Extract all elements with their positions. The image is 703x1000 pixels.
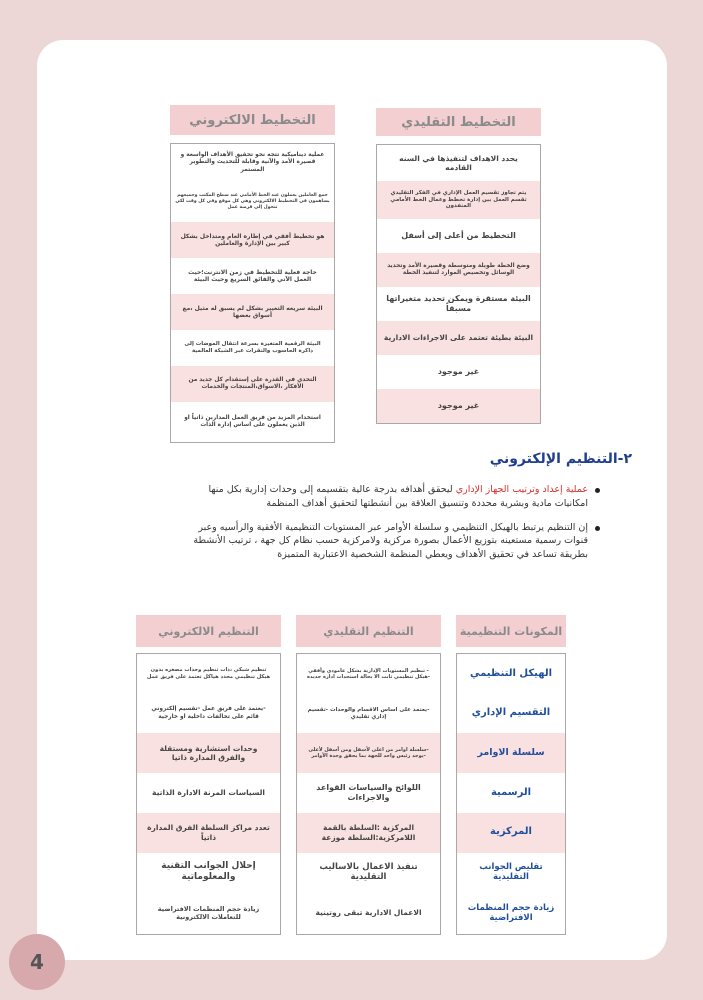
- table-cell: التخطيط من أعلى إلى أسفل: [401, 231, 516, 240]
- table-cell: غير موجود: [437, 367, 480, 376]
- table-cell: زيادة حجم المنظمات الافتراضية للتعاملات الالكترونية: [157, 905, 260, 922]
- table-cell: استخدام المزيد من فريق العمل المداربن ذاتياً او الذين يعملون على اساس إدارة الذات: [184, 414, 321, 428]
- table-cell: البيئة سريعه التغيير بشكل لم يسبق له مثيل ،مع أسواق بعضها: [171, 294, 334, 330]
- table-cell: البيئة الرقمية المتغيرة بسرعة انتقال الموضات إلى ذاكرة الحاسوب والنقرات عبر الشبكة العالمية: [184, 341, 321, 354]
- bullet-item: [190, 521, 600, 562]
- table-cell: المركزية: [457, 813, 565, 853]
- page-number: 4: [9, 934, 65, 990]
- components-header: المكونات التنظيمية: [456, 615, 566, 647]
- table-cell: جمع العاملين يعملون عند الخط الأمامي عند سطح المكتب وجميعهم يساهمون في التخطيط الالكتروني وهي كل موقع وفي كل وقت لكي تتحول إلى فرصة عمل: [175, 193, 330, 210]
- table-cell: زيادة حجم المنظمات الافتراضية: [467, 902, 555, 924]
- table-cell: السياسات المرنة الادارة الذاتية: [152, 788, 265, 798]
- table-cell: حاجة فعلية للتخطيط في زمن الانترنت؛حيث العمل الآني والفائق السريع وحيث البيئة: [188, 268, 317, 283]
- table-cell: وضع الخطة طويلة ومتوسطة وقصيرة الأمد وتحديد الوسائل وتخصيص الموارد لتنفيذ الخطة: [377, 253, 540, 287]
- traditional-organization-table: [296, 615, 441, 935]
- table-cell: التقسيم الإداري: [471, 707, 551, 719]
- table-cell: المركزية :السلطة بالقمة اللامركزية:السلطة موزعة: [297, 813, 440, 853]
- table-cell: إحلال الجوانب التقنية والمعلوماتية: [161, 861, 256, 883]
- table-cell: التحدي في القدرة على إستقدام كل جديد من الأفكار ،الاسواق،المنتجات والخدمات: [171, 366, 334, 402]
- traditional-planning-header: التخطيط التقليدي: [376, 108, 541, 136]
- table-cell: -سلسلة اوامر من اعلى لأسفل ومن أسفل لأعلى -يوجد رئيس واحد للجهة بما يحقق وحدة الأوامر: [297, 733, 440, 773]
- highlighted-term: عملية إعداد وترتيب الجهاز الإداري: [455, 484, 588, 495]
- table-cell: -يعتمد على فريق عمل -تقسيم إلكتروني قائم على تحالفات داخلية او خارجية: [151, 706, 266, 720]
- table-cell: سلسلة الاوامر: [457, 733, 565, 773]
- components-table: [456, 615, 566, 935]
- table-cell: هو تخطيط أفقي في إطاره العام ومتداخل بشكل كبير بين الإدارة والعاملين: [171, 222, 334, 258]
- traditional-planning-table: [376, 108, 541, 424]
- table-cell: البيئة بطيئة تعتمد على الاجراءات الادارية: [377, 321, 540, 355]
- table-cell: عملية ديناميكية تتجه نحو تحقيق الأهداف الواسعة و قصيرة الأمد والآنية وقابلة للتحديث والتطوير المستمر: [180, 152, 325, 173]
- table-cell: -يعتمد على اساس الاقسام والوحدات -تقسيم إداري تقليدي: [307, 706, 430, 720]
- table-cell: وحدات استشارية ومستقلة والفرق المدارة ذاتيا: [137, 733, 280, 773]
- table-cell: الرسمية: [490, 786, 532, 798]
- table-cell: اللوائح والسياسات القواعد والاجراءات: [316, 783, 421, 803]
- table-cell: يتم تجاوز تقسيم العمل الإداري في الفكر التقليدي تقسم العمل بين إدارة تخطط وعمال الخط الأمامي المنفذون: [377, 181, 540, 219]
- section-title: ٢-التنظيم الإلكتروني: [489, 451, 632, 467]
- table-cell: - تنظيم المستويات الإدارية بشكل عامودي وأفقي -هيكل تنظيمي ثابت الا بحالة استحداث اداره جديده: [307, 667, 430, 680]
- table-cell: البيئة مستقرة ويمكن تحديد متغيراتها مسبقاً: [386, 294, 531, 313]
- table-cell: تنظيم شبكي ،ذات تنظيم وحدات مصغره بدون هيكل تنظيمي محدد هياكل تعتمد على فريق عمل: [146, 667, 271, 680]
- bullet-item: [190, 483, 600, 511]
- table-cell: غير موجود: [377, 389, 540, 423]
- bullet-text: ليحقق أهدافه بدرجة عالية بتقسيمه إلى وحدات إدارية بكل منها امكانيات مادية وبشرية محددة وتنسيق العلاقة بين أنشطتها لتحقيق أهداف المنظمة: [208, 484, 588, 509]
- table-cell: الاعمال الادارية تبقى روتينية: [315, 908, 422, 918]
- table-cell: يحدد الاهداف لتنفيذها في السنه القادمه: [399, 153, 518, 172]
- electronic-organization-table: [136, 615, 281, 935]
- table-cell: تعدد مراكز السلطة الفرق المدارة ذاتياً: [137, 813, 280, 853]
- table-cell: الهيكل التنظيمي: [469, 667, 553, 679]
- traditional-organization-header: التنظيم التقليدي: [296, 615, 441, 647]
- bullet-text: إن التنظيم يرتبط بالهيكل التنظيمي و سلسلة الأوامر عبر المستويات التنظيمية الأفقية والرأسيه وعبر قنوات رسمية مستعينه بتوزيع الأعمال بصورة مركزية ولامركزية حسب نظام كل جهة ، ترتيب الأنشطة بطريقة تساعد في تحقيق الأهداف ويعطي المنظمة الشخصية الاعتبارية المتميزة: [193, 521, 588, 561]
- electronic-organization-header: التنظيم الالكتروني: [136, 615, 281, 647]
- electronic-planning-header: التخطيط الالكتروني: [170, 105, 335, 135]
- table-cell: تنفيذ الاعمال بالاساليب التقليدية: [319, 861, 418, 883]
- table-cell: تقليص الجوانب التقليدية: [479, 861, 543, 883]
- bullet-list: [190, 483, 600, 572]
- electronic-planning-table: [170, 105, 335, 443]
